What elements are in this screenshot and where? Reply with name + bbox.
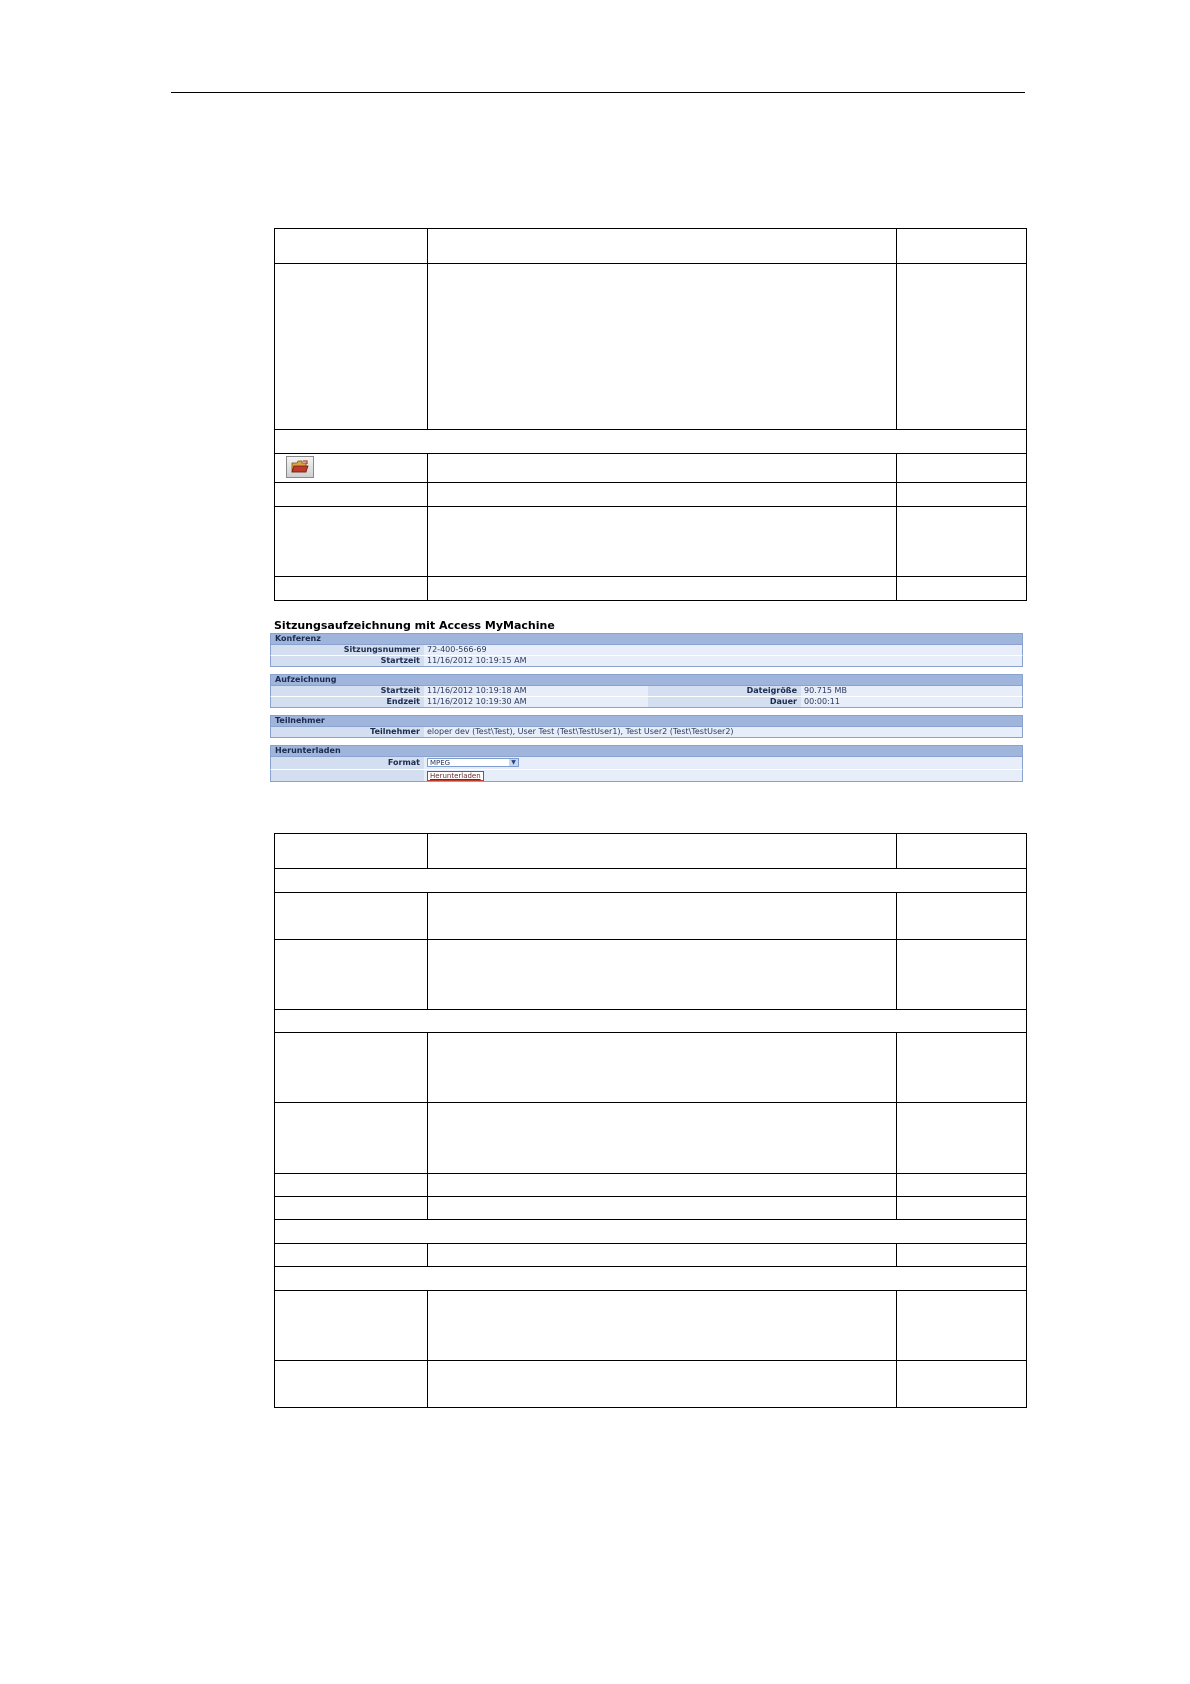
row-value	[424, 757, 1022, 769]
row-label: Dauer	[648, 697, 801, 707]
table-row	[275, 264, 1027, 430]
section-herunterladen	[270, 745, 1023, 782]
info-row	[270, 727, 1023, 738]
row-value: 90.715 MB	[801, 686, 1022, 696]
table-row	[275, 1361, 1027, 1408]
row-value: 11/16/2012 10:19:30 AM	[424, 697, 648, 707]
row-value: eloper dev (Test\Test), User Test (Test\TestUser1), Test User2 (Test\TestUser2)	[424, 727, 1022, 737]
row-label: Format	[271, 757, 424, 769]
row-label: Startzeit	[271, 686, 424, 696]
row-value: 72-400-566-69	[424, 645, 1022, 655]
screenshot-title: Sitzungsaufzeichnung mit Access MyMachine	[274, 619, 555, 632]
header-rule	[171, 92, 1025, 93]
section-heading: Teilnehmer	[270, 715, 1023, 727]
table-row	[275, 1033, 1027, 1103]
row-label: Startzeit	[271, 656, 424, 666]
row-label: Sitzungsnummer	[271, 645, 424, 655]
format-select[interactable]	[427, 758, 519, 767]
table-row	[275, 1244, 1027, 1267]
top-table	[274, 228, 1027, 601]
chevron-down-icon[interactable]: ▼	[509, 759, 518, 766]
table-row-full	[275, 1267, 1027, 1291]
info-row	[270, 770, 1023, 782]
row-value: 00:00:11	[801, 697, 1022, 707]
table-row	[275, 893, 1027, 940]
section-heading: Konferenz	[270, 633, 1023, 645]
row-label: Endzeit	[271, 697, 424, 707]
table-row-full	[275, 1220, 1027, 1244]
open-folder-icon[interactable]	[286, 456, 314, 478]
info-row	[270, 645, 1023, 656]
table-row	[275, 483, 1027, 507]
info-row	[270, 697, 1023, 708]
table-row	[275, 507, 1027, 577]
table-row	[275, 454, 1027, 483]
row-value	[424, 770, 1022, 781]
table-row	[275, 1197, 1027, 1220]
download-link[interactable]: Herunterladen	[427, 771, 484, 781]
section-teilnehmer	[270, 715, 1023, 738]
table-row-full	[275, 869, 1027, 893]
table-row	[275, 1103, 1027, 1174]
info-row	[270, 686, 1023, 697]
table-row	[275, 229, 1027, 264]
row-label	[271, 770, 424, 781]
table-row	[275, 834, 1027, 869]
info-row	[270, 757, 1023, 770]
table-row	[275, 940, 1027, 1010]
table-row-full	[275, 1010, 1027, 1033]
table-row	[275, 1291, 1027, 1361]
row-value: 11/16/2012 10:19:15 AM	[424, 656, 1022, 666]
info-row	[270, 656, 1023, 667]
row-label: Dateigröße	[648, 686, 801, 696]
row-value: 11/16/2012 10:19:18 AM	[424, 686, 648, 696]
format-select-value: MPEG	[430, 759, 451, 767]
row-label: Teilnehmer	[271, 727, 424, 737]
table-row	[275, 1174, 1027, 1197]
bottom-table	[274, 833, 1027, 1408]
section-konferenz	[270, 633, 1023, 667]
section-aufzeichnung	[270, 674, 1023, 708]
section-heading: Herunterladen	[270, 745, 1023, 757]
section-heading: Aufzeichnung	[270, 674, 1023, 686]
table-row	[275, 577, 1027, 601]
table-row-full	[275, 430, 1027, 454]
